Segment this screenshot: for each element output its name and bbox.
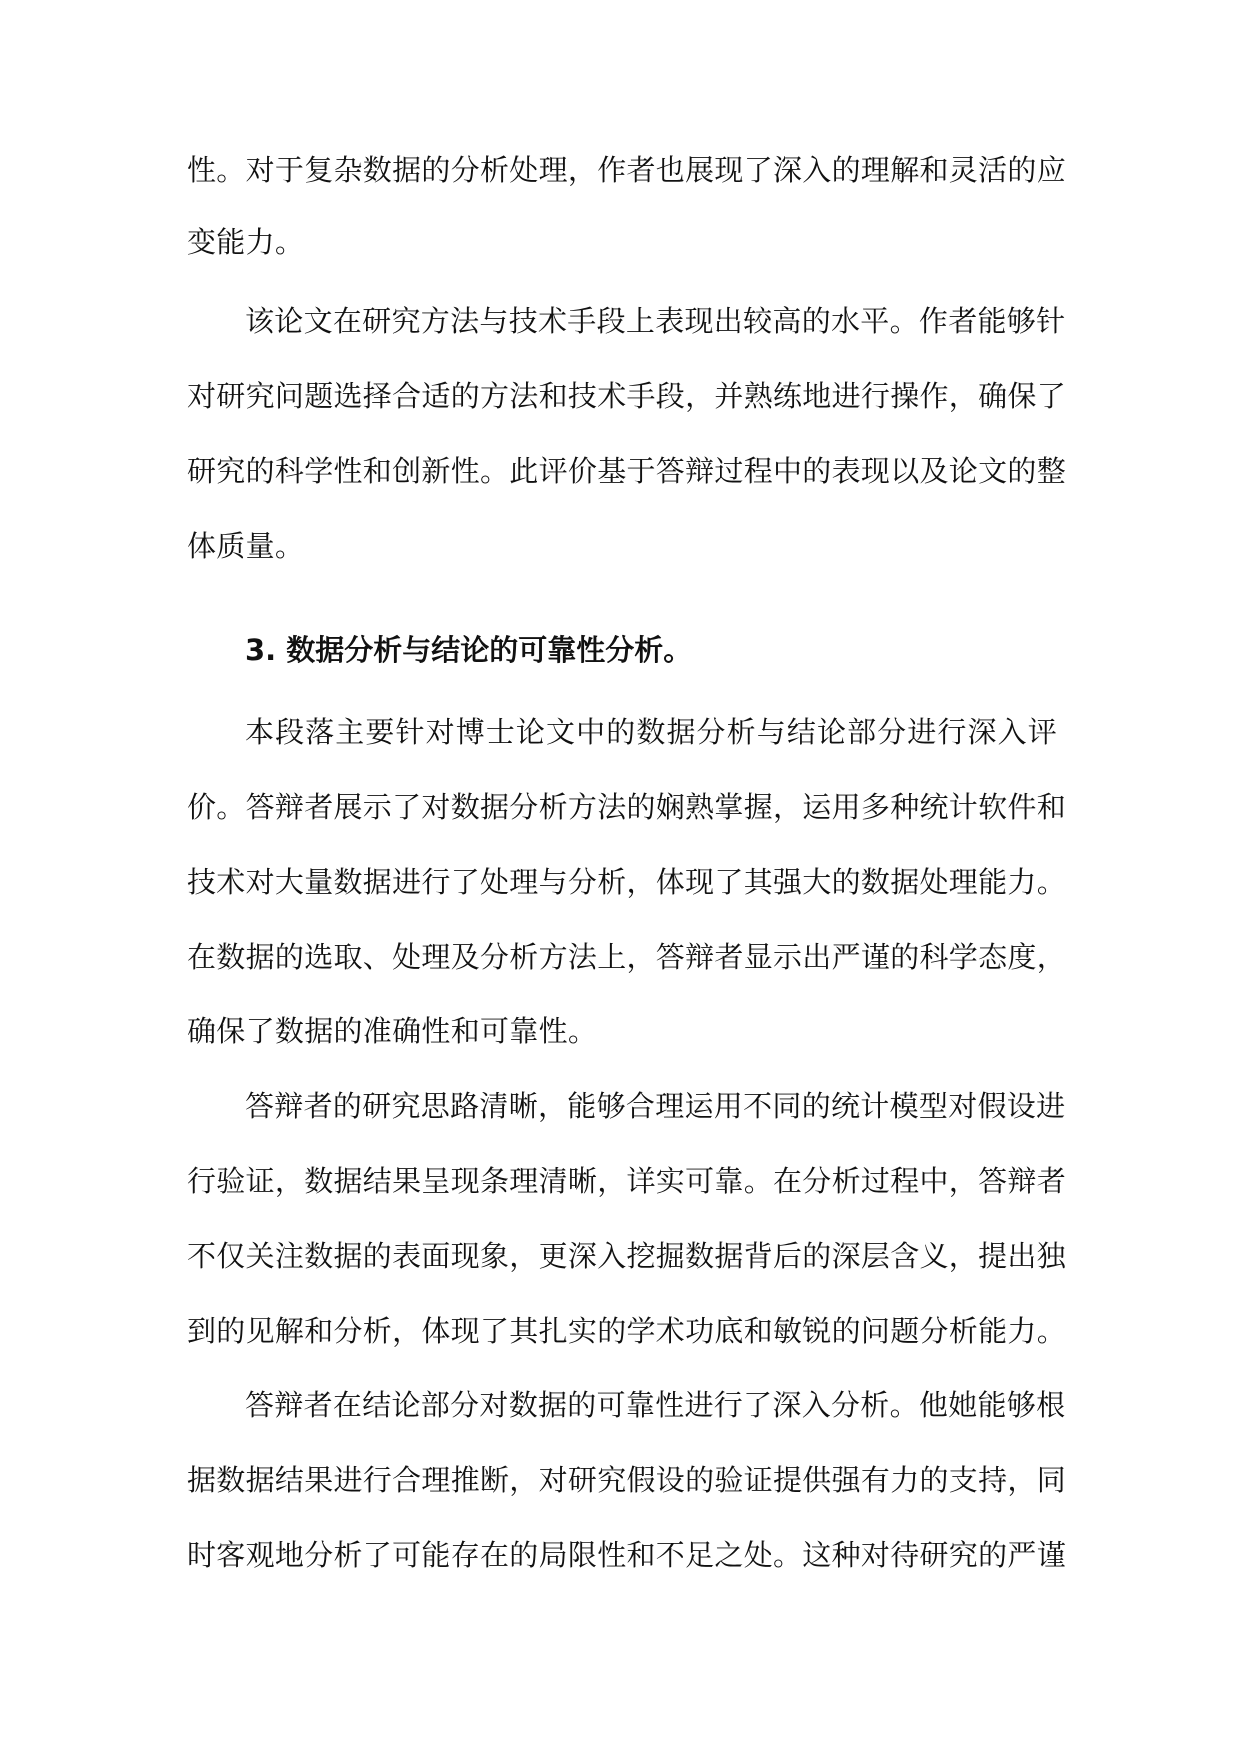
paragraph-line: 性。对于复杂数据的分析处理，作者也展现了深入的理解和灵活的应 (187, 153, 1067, 187)
paragraph-line: 时客观地分析了可能存在的局限性和不足之处。这种对待研究的严谨 (187, 1538, 1067, 1572)
paragraph-line: 确保了数据的准确性和可靠性。 (187, 1014, 598, 1048)
paragraph-line: 该论文在研究方法与技术手段上表现出较高的水平。作者能够针 (245, 304, 1066, 338)
paragraph-line: 本段落主要针对博士论文中的数据分析与结论部分进行深入评 (245, 715, 1057, 749)
paragraph-line: 对研究问题选择合适的方法和技术手段，并熟练地进行操作，确保了 (187, 379, 1067, 413)
paragraph-line: 在数据的选取、处理及分析方法上，答辩者显示出严谨的科学态度， (187, 940, 1067, 974)
paragraph-line: 体质量。 (187, 529, 305, 563)
section-heading: 3. 数据分析与结论的可靠性分析。 (245, 633, 693, 667)
paragraph-line: 研究的科学性和创新性。此评价基于答辩过程中的表现以及论文的整 (187, 454, 1067, 488)
paragraph-line: 技术对大量数据进行了处理与分析，体现了其强大的数据处理能力。 (187, 865, 1067, 899)
paragraph-line: 答辩者在结论部分对数据的可靠性进行了深入分析。他她能够根 (245, 1388, 1066, 1422)
paragraph-line: 变能力。 (187, 225, 305, 259)
paragraph-line: 据数据结果进行合理推断，对研究假设的验证提供强有力的支持，同 (187, 1463, 1067, 1497)
paragraph-line: 不仅关注数据的表面现象，更深入挖掘数据背后的深层含义，提出独 (187, 1239, 1067, 1273)
paragraph-line: 行验证，数据结果呈现条理清晰，详实可靠。在分析过程中，答辩者 (187, 1164, 1067, 1198)
paragraph-line: 到的见解和分析，体现了其扎实的学术功底和敏锐的问题分析能力。 (187, 1314, 1067, 1348)
paragraph-line: 答辩者的研究思路清晰，能够合理运用不同的统计模型对假设进 (245, 1089, 1066, 1123)
paragraph-line: 价。答辩者展示了对数据分析方法的娴熟掌握，运用多种统计软件和 (187, 790, 1067, 824)
